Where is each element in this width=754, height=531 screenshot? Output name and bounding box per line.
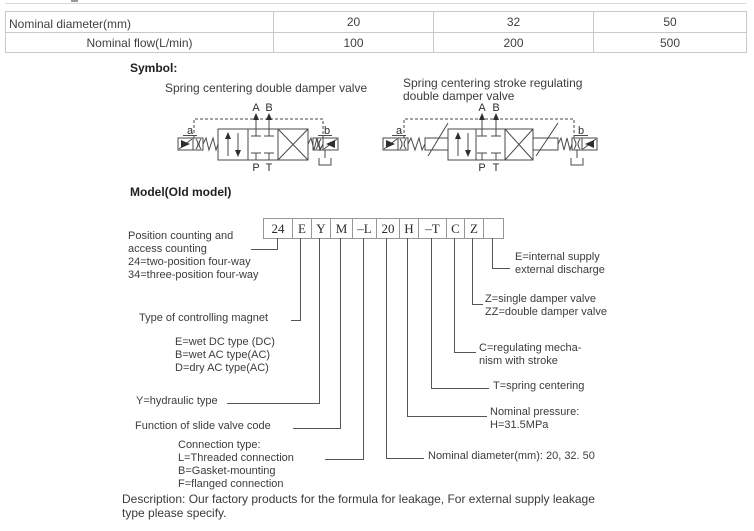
- label-line: ZZ=double damper valve: [485, 306, 607, 318]
- table-cell: 32: [434, 12, 594, 33]
- label-nominal-pressure: [490, 406, 579, 432]
- model-code-cell: –L: [352, 219, 376, 238]
- left-valve-title: Spring centering double damper valve: [165, 81, 368, 95]
- label-line: Connection type:: [178, 439, 261, 451]
- port-label-P: P: [478, 162, 486, 174]
- port-label-T: T: [492, 162, 500, 174]
- row-label: Nominal flow(L/min): [6, 33, 274, 53]
- port-label-A: A: [252, 102, 260, 114]
- label-line: E=internal supply: [515, 251, 600, 263]
- model-code-cell: 20: [376, 219, 399, 238]
- label-connection-type: [178, 439, 294, 491]
- label-line: D=dry AC type(AC): [175, 362, 269, 374]
- label-position-counting: [128, 230, 259, 282]
- connector-20: [387, 238, 425, 459]
- port-label-A: A: [478, 102, 486, 114]
- label-line: Y=hydraulic type: [136, 395, 218, 407]
- model-code-cell: H: [399, 219, 418, 238]
- label-internal-supply: [515, 251, 605, 277]
- model-code-cell: Y: [311, 219, 330, 238]
- actuator-label-b: b: [323, 125, 331, 137]
- model-code-cell: 24: [271, 221, 285, 236]
- label-line: C=regulating mecha-: [479, 342, 582, 354]
- actuator-label-b: b: [577, 125, 585, 137]
- port-label-B: B: [492, 102, 500, 114]
- row-label: Nominal diameter(mm): [6, 12, 274, 33]
- port-label-P: P: [252, 162, 260, 174]
- label-line: F=flanged connection: [178, 478, 284, 490]
- label-controlling-magnet: [139, 312, 268, 325]
- table-cell: 100: [274, 33, 434, 53]
- label-slide-valve-code: [135, 420, 271, 433]
- label-line: 34=three-position four-way: [128, 269, 259, 281]
- title-line: Spring centering stroke regulating: [403, 76, 583, 90]
- label-line: Nominal diameter(mm): 20, 32. 50: [428, 450, 595, 462]
- label-line: H=31.5MPa: [490, 419, 549, 431]
- model-code-cell: C: [446, 219, 464, 238]
- port-label-B: B: [265, 102, 273, 114]
- label-line: B=Gasket-mounting: [178, 465, 276, 477]
- actuator-label-a: a: [186, 125, 194, 137]
- label-line: Type of controlling magnet: [139, 312, 269, 324]
- title-line: double damper valve: [403, 88, 515, 103]
- label-magnet-types: [175, 336, 275, 375]
- connector-L: [325, 238, 364, 460]
- model-code-cell: –T: [418, 219, 446, 238]
- label-line: access counting: [128, 243, 207, 255]
- label-regulating-mechanism: [479, 342, 581, 368]
- actuator-label-a: a: [395, 125, 403, 137]
- symbol-heading: Symbol:: [130, 61, 178, 75]
- connector-E: [291, 238, 301, 321]
- table-cell: 500: [594, 33, 747, 53]
- label-hydraulic-type: [136, 395, 218, 408]
- label-line: Position counting and: [128, 230, 234, 242]
- table-cell: 200: [434, 33, 594, 53]
- table-cell: 20: [274, 12, 434, 33]
- model-code-cell: Z: [464, 219, 483, 238]
- label-line: T=spring centering: [493, 380, 585, 392]
- table-cell: 50: [594, 12, 747, 33]
- label-line: Z=single damper valve: [485, 293, 596, 305]
- label-spring-centering: [493, 380, 584, 393]
- connector-blank: [493, 238, 511, 269]
- label-damper-valve: [485, 293, 607, 319]
- connector-Z: [473, 238, 484, 305]
- label-line: E=wet DC type (DC): [175, 336, 275, 348]
- label-line: B=wet AC type(AC): [175, 349, 271, 361]
- description-line: Description: Our factory products for the formula for leakage, For external supply leakage: [122, 492, 595, 506]
- model-code-cell: M: [330, 219, 352, 238]
- label-line: external discharge: [515, 264, 605, 276]
- connector-H: [408, 238, 488, 417]
- label-line: Nominal pressure:: [490, 406, 580, 418]
- model-heading: Model(Old model): [130, 185, 232, 199]
- description-text: [122, 493, 595, 520]
- label-line: Function of slide valve code: [135, 420, 271, 432]
- label-line: L=Threaded connection: [178, 452, 294, 464]
- label-line: nism with stroke: [479, 355, 558, 367]
- port-label-T: T: [265, 162, 273, 174]
- model-code-cell: E: [292, 219, 311, 238]
- description-line: type please specify.: [122, 505, 227, 520]
- label-nominal-diameter: [428, 450, 595, 463]
- label-line: 24=two-position four-way: [128, 256, 251, 268]
